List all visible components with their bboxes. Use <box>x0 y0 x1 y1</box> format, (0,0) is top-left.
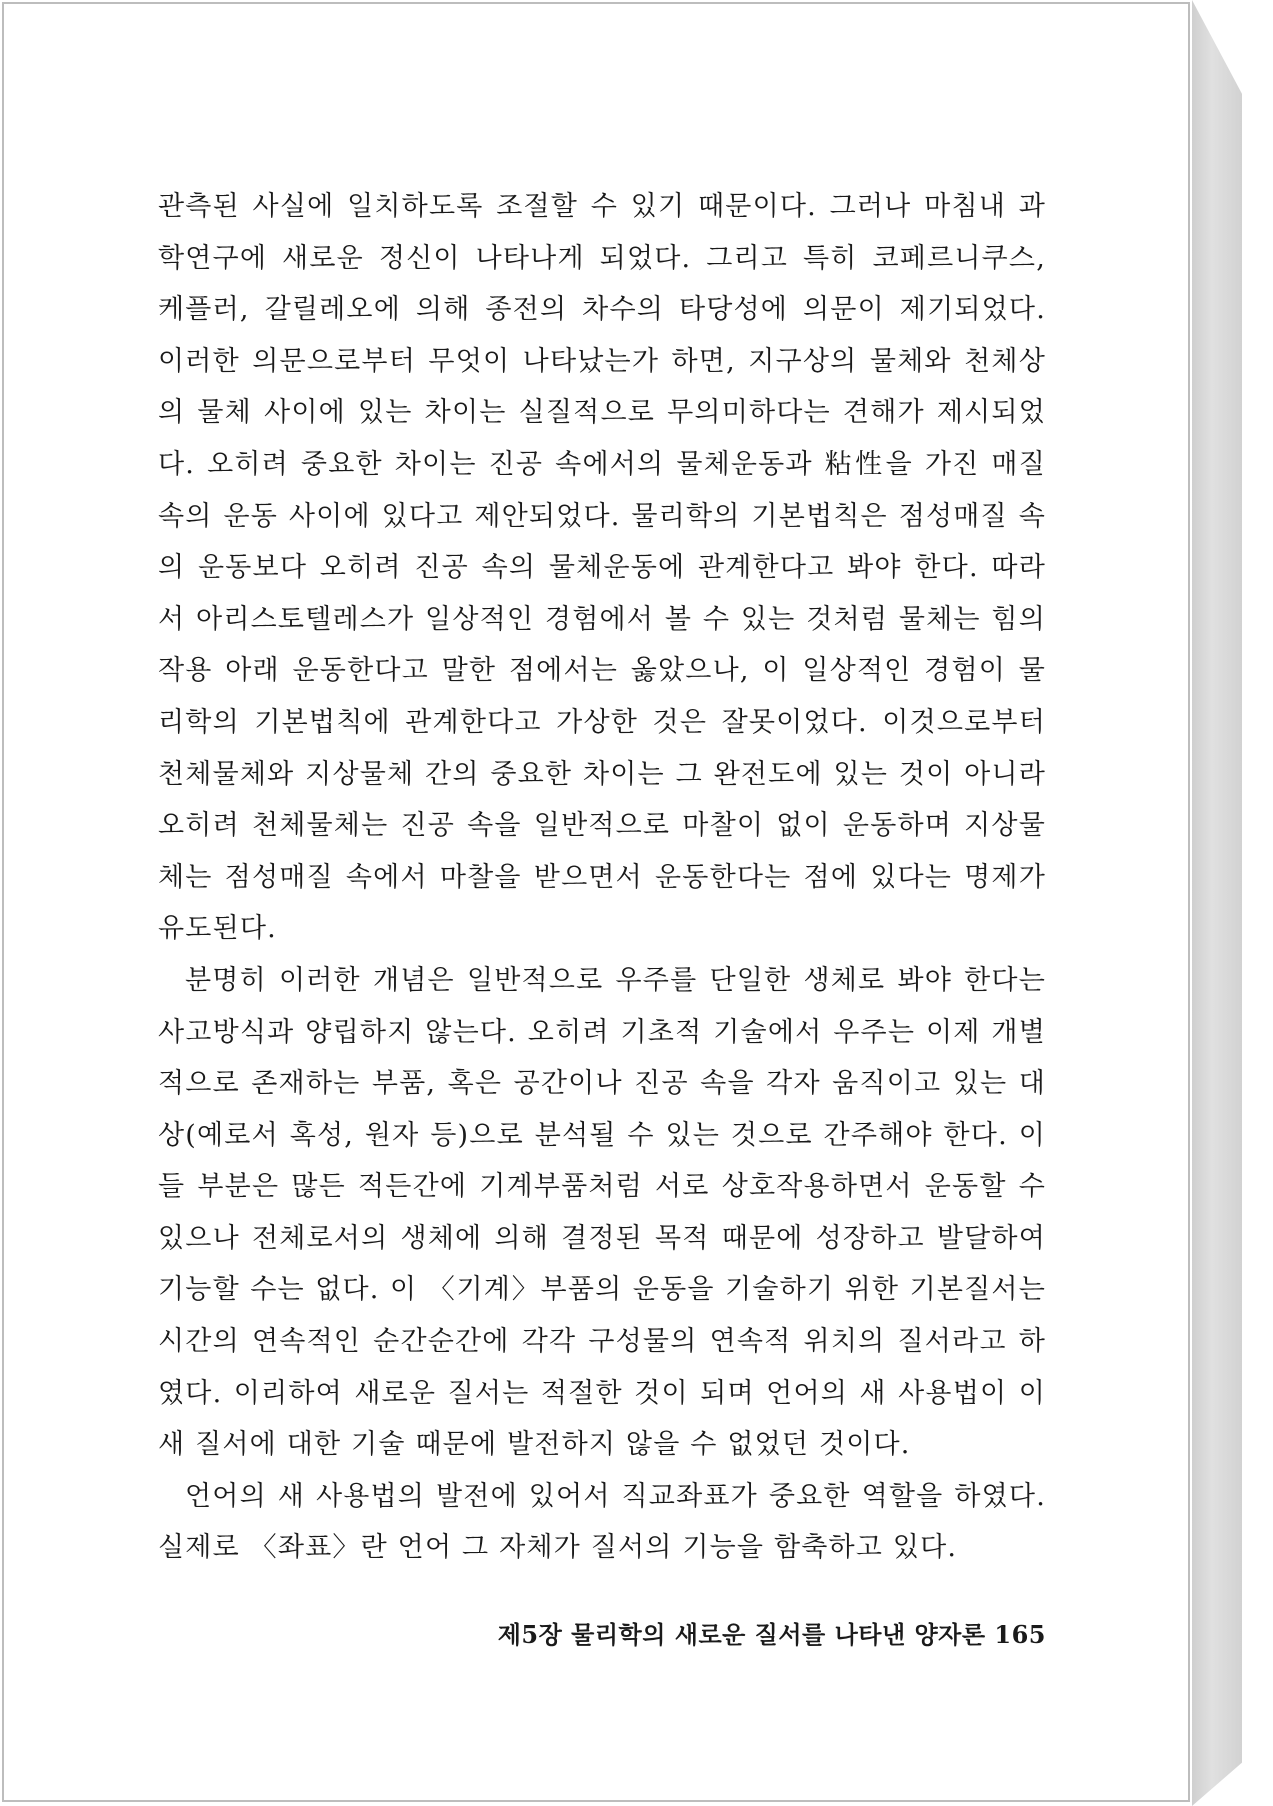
book-page-edge <box>1192 0 1242 1806</box>
running-footer: 제5장 물리학의 새로운 질서를 나타낸 양자론 165 <box>497 1620 1046 1649</box>
paragraph: 분명히 이러한 개념은 일반적으로 우주를 단일한 생체로 봐야 한다는 사고방식과 양립하지 않는다. 오히려 기초적 기술에서 우주는 이제 개별적으로 존재하는 부품, 혹은 공간이나 진공 속을 각자 움직이고 있는 대상(예로서 혹성, 원자 등)으로 분석될 수 있는 것으로 간주해야 한다. 이들 부분은 많든 적든간에 기계부품처럼 서로 상호작용하면서 운동할 수 있으나 전체로서의 생체에 의해 결정된 목적 때문에 성장하고 발달하여 기능할 수는 없다. 이 〈기계〉부품의 운동을 기술하기 위한 기본질서는 시간의 연속적인 순간순간에 각각 구성물의 연속적 위치의 질서라고 하였다. 이리하여 새로운 질서는 적절한 것이 되며 언어의 새 사용법이 이 새 질서에 대한 기술 때문에 발전하지 않을 수 없었던 것이다. <box>158 964 1046 1461</box>
body-text <box>158 181 1046 1574</box>
paragraph-continued: 관측된 사실에 일치하도록 조절할 수 있기 때문이다. 그러나 마침내 과학연구에 새로운 정신이 나타나게 되었다. 그리고 특히 코페르니쿠스, 케플러, 갈릴레오에 의해 종전의 차수의 타당성에 의문이 제기되었다. 이러한 의문으로부터 무엇이 나타났는가 하면, 지구상의 물체와 천체상의 물체 사이에 있는 차이는 실질적으로 무의미하다는 견해가 제시되었다. 오히려 중요한 차이는 진공 속에서의 물체운동과 粘性을 가진 매질 속의 운동 사이에 있다고 제안되었다. 물리학의 기본법칙은 점성매질 속의 운동보다 오히려 진공 속의 물체운동에 관계한다고 봐야 한다. 따라서 아리스토텔레스가 일상적인 경험에서 볼 수 있는 것처럼 물체는 힘의 작용 아래 운동한다고 말한 점에서는 옳았으나, 이 일상적인 경험이 물리학의 기본법칙에 관계한다고 가상한 것은 잘못이었다. 이것으로부터 천체물체와 지상물체 간의 중요한 차이는 그 완전도에 있는 것이 아니라 오히려 천체물체는 진공 속을 일반적으로 마찰이 없이 운동하며 지상물체는 점성매질 속에서 마찰을 받으면서 운동한다는 점에 있다는 명제가 유도된다. <box>158 191 1046 945</box>
paragraph: 언어의 새 사용법의 발전에 있어서 직교좌표가 중요한 역할을 하였다. 실제로 〈좌표〉란 언어 그 자체가 질서의 기능을 함축하고 있다. <box>158 1480 1046 1564</box>
